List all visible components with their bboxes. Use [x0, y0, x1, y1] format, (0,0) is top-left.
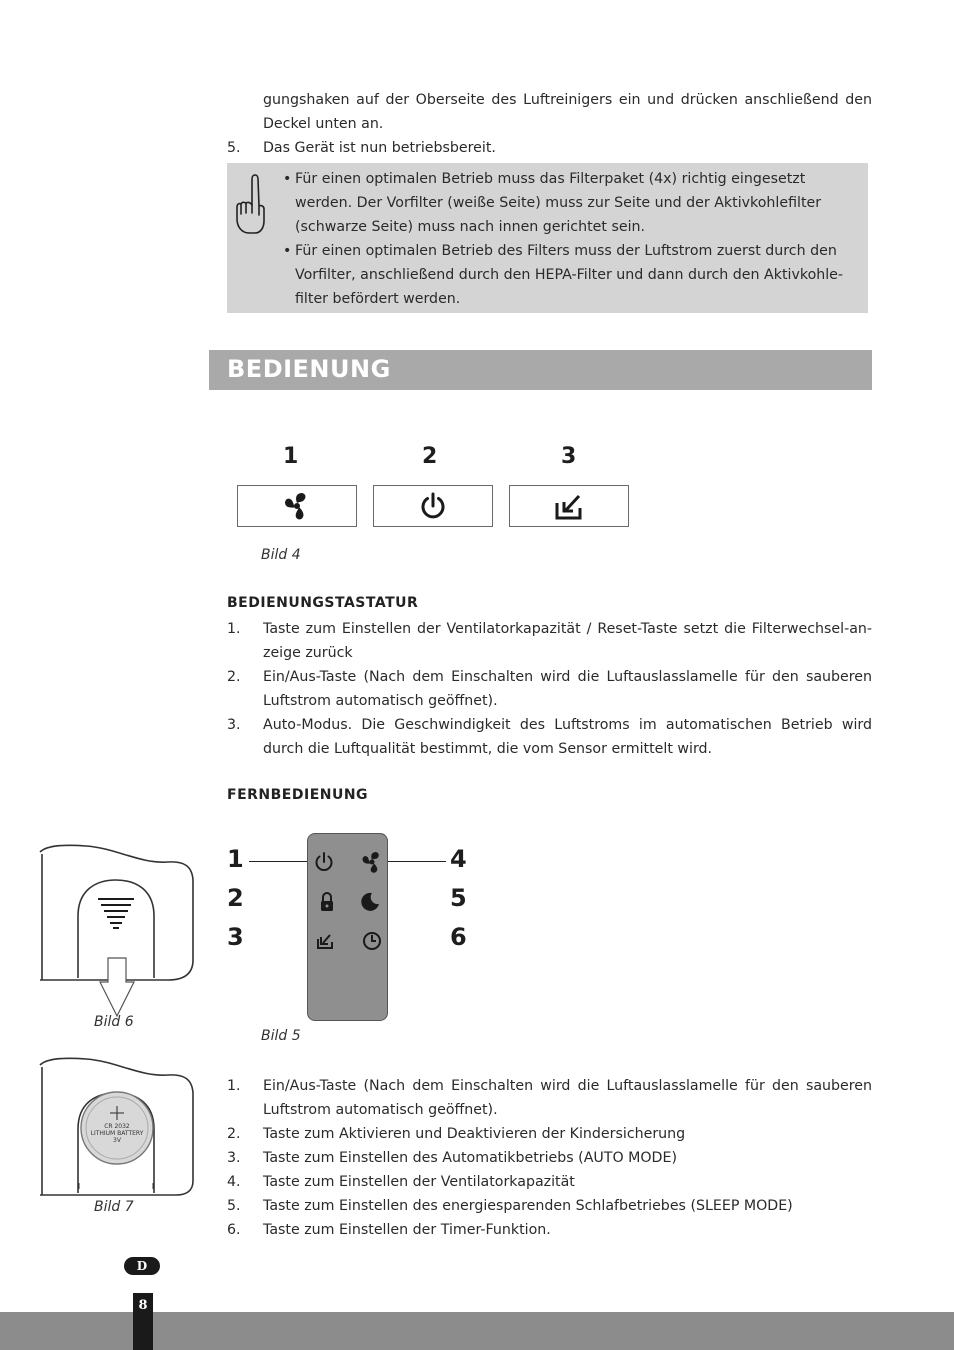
bild-5-caption: Bild 5 — [261, 1028, 301, 1044]
note-bullet-1-line-3: (schwarze Seite) muss nach innen gerichtet sein. — [295, 219, 646, 235]
bild-6-caption: Bild 6 — [94, 1014, 134, 1030]
remote-callout-3: 3 — [227, 923, 244, 951]
key-number-1: 1 — [283, 444, 299, 469]
fernbedienung-heading: FERNBEDIENUNG — [227, 787, 369, 803]
remote-item-2-text: Taste zum Aktivieren und Deaktivieren der Kindersicherung — [263, 1126, 686, 1142]
keypad-item-2-line-1: Ein/Aus-Taste (Nach dem Einschalten wird die Luftauslasslamelle für den sauberen — [263, 669, 872, 685]
remote-power-icon — [312, 850, 336, 874]
keypad-item-3-number: 3. — [227, 717, 241, 733]
intro-line-2: Deckel unten an. — [263, 116, 384, 132]
note-bullet-2 — [283, 239, 858, 311]
key-number-2: 2 — [422, 444, 438, 469]
auto-mode-key — [509, 485, 629, 527]
keypad-item-1-number: 1. — [227, 621, 241, 637]
bild-7-caption: Bild 7 — [94, 1199, 134, 1215]
fan-icon — [282, 491, 312, 521]
battery-label-line-1: CR 2032 — [104, 1123, 130, 1130]
bullet-mark: • — [283, 243, 292, 259]
page-number: 8 — [138, 1298, 148, 1313]
bullet-mark: • — [283, 171, 292, 187]
battery-label-line-2: LITHIUM BATTERY — [90, 1130, 144, 1137]
step-5-number: 5. — [227, 140, 241, 156]
keypad-item-3-line-1: Auto-Modus. Die Geschwindigkeit des Luftstroms im automatischen Betrieb wird — [263, 717, 872, 733]
remote-item-4-number: 4. — [227, 1174, 241, 1190]
remote-item-4-text: Taste zum Einstellen der Ventilatorkapazität — [263, 1174, 575, 1190]
remote-item-5-text: Taste zum Einstellen des energiesparenden Schlafbetriebes (SLEEP MODE) — [263, 1198, 793, 1214]
keypad-item-2-line-2: Luftstrom automatisch geöffnet). — [263, 693, 498, 709]
remote-auto-mode-icon — [314, 930, 336, 952]
section-header — [209, 350, 872, 390]
leader-line-1 — [249, 861, 311, 862]
note-bullet-1 — [283, 167, 858, 239]
battery-label-line-3: 3V — [113, 1137, 121, 1144]
keypad-item-1-line-2: zeige zurück — [263, 645, 353, 661]
note-bullet-1-line-2: werden. Der Vorfilter (weiße Seite) muss zur Seite und der Aktivkohlefilter — [295, 195, 822, 211]
remote-fan-icon — [360, 850, 384, 874]
language-label: D — [136, 1259, 148, 1273]
remote-sleep-icon — [358, 890, 382, 914]
keypad-item-1-line-1: Taste zum Einstellen der Ventilatorkapazität / Reset-Taste setzt die Filterwechsel-an- — [263, 621, 872, 637]
section-title: BEDIENUNG — [227, 355, 391, 383]
remote-callout-1: 1 — [227, 845, 244, 873]
auto-mode-icon — [554, 491, 584, 521]
remote-item-6-number: 6. — [227, 1222, 241, 1238]
remote-item-5-number: 5. — [227, 1198, 241, 1214]
pointing-hand-icon — [233, 171, 267, 235]
note-bullet-2-line-1: Für einen optimalen Betrieb des Filters muss der Luftstrom zuerst durch den — [295, 243, 837, 259]
remote-callout-6: 6 — [450, 923, 467, 951]
fan-key — [237, 485, 357, 527]
remote-item-1-line-2: Luftstrom automatisch geöffnet). — [263, 1102, 498, 1118]
remote-callout-2: 2 — [227, 884, 244, 912]
note-box — [227, 163, 868, 313]
bild-6-drawing — [36, 840, 196, 1020]
remote-item-2-number: 2. — [227, 1126, 241, 1142]
remote-item-3-text: Taste zum Einstellen des Automatikbetriebs (AUTO MODE) — [263, 1150, 677, 1166]
remote-item-3-number: 3. — [227, 1150, 241, 1166]
language-badge — [124, 1257, 160, 1275]
remote-item-1-number: 1. — [227, 1078, 241, 1094]
remote-callout-4: 4 — [450, 845, 467, 873]
remote-item-1-line-1: Ein/Aus-Taste (Nach dem Einschalten wird die Luftauslasslamelle für den sauberen — [263, 1078, 872, 1094]
power-icon — [418, 491, 448, 521]
page-number-tab — [133, 1293, 153, 1350]
keypad-item-3-line-2: durch die Luftqualität bestimmt, die vom Sensor ermittelt wird. — [263, 741, 713, 757]
note-bullet-2-line-2: Vorfilter, anschließend durch den HEPA-Filter und dann durch den Aktivkohle- — [295, 267, 844, 283]
remote-timer-icon — [360, 929, 384, 953]
intro-line-1: gungshaken auf der Oberseite des Luftreinigers ein und drücken anschließend den — [263, 92, 872, 108]
leader-line-4 — [383, 861, 446, 862]
battery-label — [82, 1123, 152, 1144]
bild-4-caption: Bild 4 — [261, 547, 301, 563]
key-number-3: 3 — [561, 444, 577, 469]
step-5-text: Das Gerät ist nun betriebsbereit. — [263, 140, 496, 156]
note-bullets — [283, 167, 858, 311]
note-bullet-2-line-3: filter befördert werden. — [295, 291, 461, 307]
keypad-item-2-number: 2. — [227, 669, 241, 685]
remote-lock-icon — [317, 890, 337, 914]
remote-control — [307, 833, 388, 1021]
note-bullet-1-line-1: Für einen optimalen Betrieb muss das Filterpaket (4x) richtig eingesetzt — [295, 171, 806, 187]
power-key — [373, 485, 493, 527]
remote-callout-5: 5 — [450, 884, 467, 912]
bedienungstastatur-heading: BEDIENUNGSTASTATUR — [227, 595, 419, 611]
remote-item-6-text: Taste zum Einstellen der Timer-Funktion. — [263, 1222, 551, 1238]
